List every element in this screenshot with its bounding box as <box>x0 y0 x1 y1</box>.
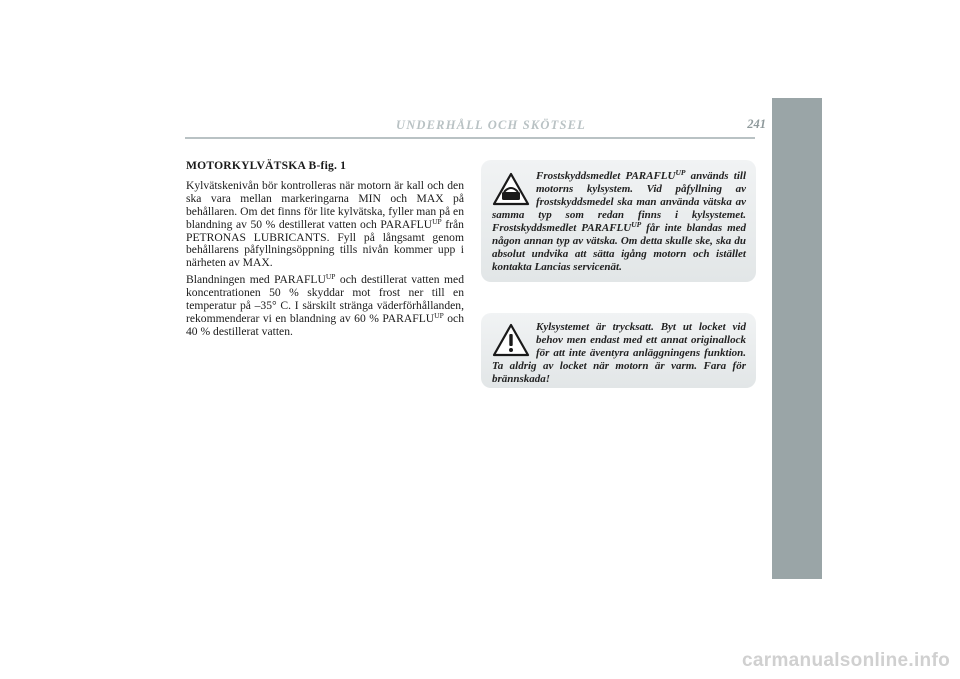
page-number: 241 <box>747 117 766 131</box>
chapter-side-tab <box>772 98 822 579</box>
environment-notice-box: Frostskyddsmedlet $PARAFLU^{UP}$ används till motorns kylsystem. Vid påfyllning av frostskyddsmedel ska man använda vätska av samma typ som redan finns i kylsystemet. Frostskyddsmedlet $PARAFLU^{UP}$ får inte blandas med någon annan typ av vätska. Om detta skulle ske, ska du absolut undvika att sätta igång motorn och istället kontakta Lancias servicenät. <box>481 160 756 282</box>
paragraph-coolant-level: Kylvätskenivån bör kontrolleras när motorn är kall och den ska vara mellan markeringarna MIN och MAX på behållaren. Om det finns för lite kylvätska, fyller man på en blandning av 50 % destillerat vatten och $PARAFLU^{UP}$ från PETRONAS LUBRICANTS. Fyll på långsamt genom behållarens påfyllningsöppning tills nivån kommer upp i närheten av MAX. <box>186 178 464 270</box>
warning-triangle-icon <box>492 323 530 357</box>
chapter-title: UNDERHÅLL OCH SKÖTSEL <box>395 118 587 132</box>
watermark: carmanualsonline.info <box>742 650 950 671</box>
section-heading: MOTORKYLVÄTSKA B-fig. 1 <box>186 159 347 172</box>
environment-notice-icon <box>492 172 530 206</box>
paragraph-mixture: Blandningen med $PARAFLU^{UP}$ och destillerat vatten med koncentrationen 50 % skyddar mot frost ner till en temperatur på –35° C. I särskilt stränga väderförhållanden, rekommenderar vi en blandning av 60 % $PARAFLU^{UP}$ och 40 % destillerat vatten. <box>186 272 465 338</box>
main-text-column <box>186 154 464 343</box>
header-divider <box>185 137 755 139</box>
pressure-warning-box: Kylsystemet är trycksatt. Byt ut locket vid behov men endast med ett annat originallock för att inte äventyra anläggningens funktion. Ta aldrig av locket när motorn är varm. Fara för brännskada! <box>481 313 756 388</box>
